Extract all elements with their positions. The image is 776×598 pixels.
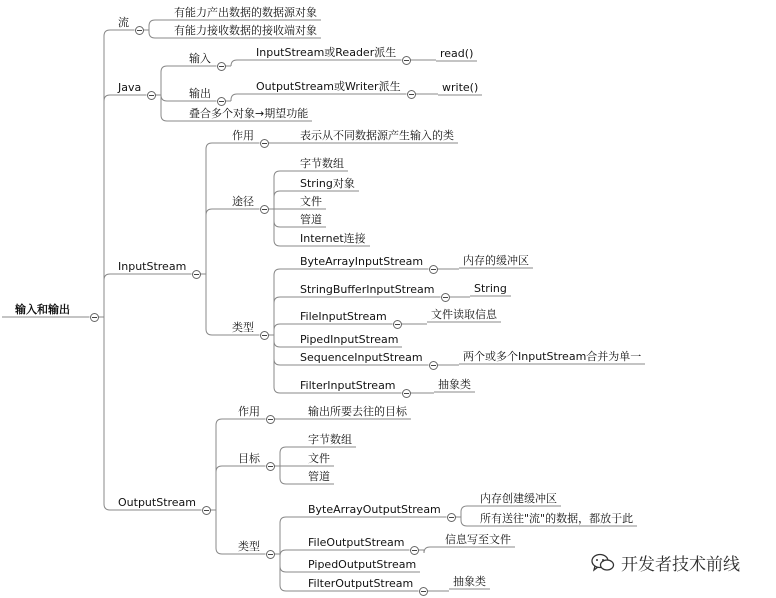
node-target-pipe: 管道 [308, 470, 330, 483]
node-inputstream-purpose: 作用 [232, 129, 254, 142]
node-outputstream: OutputStream [118, 496, 197, 509]
node-sequenceinputstream-desc: 两个或多个InputStream合并为单一 [463, 350, 642, 363]
collapse-toggle-n4c1[interactable] [447, 513, 456, 522]
node-bytearrayinputstream-desc: 内存的缓冲区 [463, 254, 529, 267]
collapse-toggle-n3c3[interactable] [393, 320, 402, 329]
node-stringbufferinputstream-desc: String [474, 282, 507, 295]
node-inputstream: InputStream [118, 260, 187, 273]
collapse-toggle-n3b[interactable] [260, 205, 269, 214]
node-outputstream-targets: 目标 [238, 452, 260, 465]
node-filterinputstream: FilterInputStream [300, 379, 396, 392]
node-outputstream-purpose: 作用 [238, 405, 260, 418]
watermark-text: 开发者技术前线 [621, 555, 740, 575]
node-java-input: 输入 [189, 52, 211, 65]
collapse-toggle-n3c6[interactable] [402, 389, 411, 398]
collapse-toggle-n3[interactable] [192, 270, 201, 279]
watermark [591, 550, 740, 575]
node-stringbufferinputstream: StringBufferInputStream [300, 283, 435, 296]
node-inputstream-types: 类型 [232, 321, 254, 334]
collapse-toggle-n1[interactable] [135, 26, 144, 35]
node-java-output-derive: OutputStream或Writer派生 [256, 80, 401, 93]
node-outputstream-purpose-desc: 输出所要去往的目标 [308, 405, 407, 418]
collapse-toggle-n2a[interactable] [217, 62, 226, 71]
collapse-toggle-n4b[interactable] [266, 462, 275, 471]
wechat-icon [591, 553, 615, 573]
node-java-stacking: 叠合多个对象→期望功能 [189, 107, 309, 120]
root-node-label: 输入和输出 [15, 303, 70, 316]
collapse-toggle-n2[interactable] [147, 91, 156, 100]
node-pipedoutputstream: PipedOutputStream [308, 558, 417, 571]
node-java-output: 输出 [189, 87, 211, 100]
node-inputstream-purpose-desc: 表示从不同数据源产生输入的类 [300, 129, 454, 142]
node-outputstream-types: 类型 [238, 540, 260, 553]
node-stream-sink: 有能力接收数据的接收端对象 [174, 24, 317, 37]
node-target-file: 文件 [308, 452, 330, 465]
collapse-toggle-n4c[interactable] [266, 550, 275, 559]
node-source-internet: Internet连接 [300, 232, 366, 245]
node-bytearrayoutputstream: ByteArrayOutputStream [308, 503, 441, 516]
node-bytearrayoutputstream-desc-2: 所有送往"流"的数据，都放于此 [480, 512, 634, 525]
node-inputstream-sources: 途径 [232, 195, 254, 208]
node-java: Java [118, 81, 142, 94]
node-stream: 流 [118, 16, 129, 29]
node-write-method: write() [442, 81, 479, 94]
node-filteroutputstream: FilterOutputStream [308, 577, 414, 590]
collapse-toggle-n3c1[interactable] [429, 265, 438, 274]
collapse-toggle-n3c5[interactable] [429, 361, 438, 370]
node-java-input-derive: InputStream或Reader派生 [256, 46, 397, 59]
collapse-toggle-n4a[interactable] [266, 415, 275, 424]
node-source-string: String对象 [300, 177, 355, 190]
node-fileoutputstream-desc: 信息写至文件 [445, 533, 511, 546]
collapse-toggle-n4[interactable] [202, 506, 211, 515]
node-pipedinputstream: PipedInputStream [300, 333, 399, 346]
collapse-toggle-n3c[interactable] [260, 331, 269, 340]
collapse-toggle-n4c2[interactable] [410, 546, 419, 555]
node-fileinputstream-desc: 文件读取信息 [431, 308, 497, 321]
collapse-toggle-n3a[interactable] [260, 139, 269, 148]
node-fileinputstream: FileInputStream [300, 310, 387, 323]
node-read-method: read() [440, 47, 474, 60]
collapse-toggle-n4c4[interactable] [419, 587, 428, 596]
collapse-toggle-root[interactable] [90, 313, 99, 322]
node-bytearrayoutputstream-desc-1: 内存创建缓冲区 [480, 492, 557, 505]
node-target-byte-array: 字节数组 [308, 433, 352, 446]
node-source-byte-array: 字节数组 [300, 157, 344, 170]
node-bytearrayinputstream: ByteArrayInputStream [300, 255, 424, 268]
node-source-pipe: 管道 [300, 213, 322, 226]
collapse-toggle-n2a1[interactable] [402, 56, 411, 65]
collapse-toggle-n3c2[interactable] [441, 293, 450, 302]
node-sequenceinputstream: SequenceInputStream [300, 351, 423, 364]
node-filterinputstream-desc: 抽象类 [438, 378, 471, 391]
node-stream-source: 有能力产出数据的数据源对象 [174, 6, 317, 19]
node-fileoutputstream: FileOutputStream [308, 536, 405, 549]
collapse-toggle-n2b1[interactable] [407, 90, 416, 99]
node-filteroutputstream-desc: 抽象类 [453, 575, 486, 588]
node-source-file: 文件 [300, 195, 322, 208]
collapse-toggle-n2b[interactable] [217, 97, 226, 106]
